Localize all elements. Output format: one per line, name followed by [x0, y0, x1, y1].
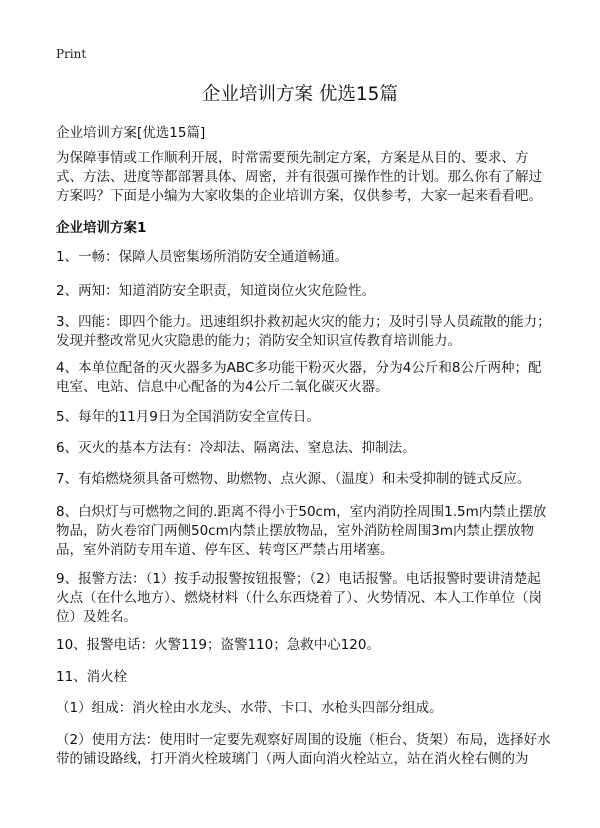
page-title: 企业培训方案 优选15篇	[202, 84, 398, 105]
list-item: 4、本单位配备的灭火器多为ABC多功能干粉灭火器，分为4公斤和8公斤两种；配电室、电站、信息中心配备的为4公斤二氧化碳灭火器。	[56, 360, 542, 395]
list-item: 3、四能：即四个能力。迅速组织扑救初起火灾的能力；及时引导人员疏散的能力；发现并整改常见火灾隐患的能力；消防安全知识宣传教育培训能力。	[56, 314, 551, 349]
list-item: （2）使用方法：使用时一定要先观察好周围的设施（柜台、货架）布局，选择好水带的铺设路线，打开消火栓玻璃门（两人面向消火栓站立，站在消火栓右侧的为	[56, 732, 551, 767]
section-heading: 企业培训方案1	[56, 220, 147, 236]
document-subtitle: 企业培训方案[优选15篇]	[56, 125, 206, 141]
list-item: 2、两知：知道消防安全职责，知道岗位火灾危险性。	[56, 283, 376, 299]
list-item: 8、白炽灯与可燃物之间的.距离不得小于50cm，室内消防拴周围1.5m内禁止摆放物品，防火卷帘门两侧50cm内禁止摆放物品，室外消防栓周围3m内禁止摆放物品，室外消防专用车道、停车区、转弯区严禁占用堵塞。	[56, 504, 547, 558]
list-item: 5、每年的11月9日为全国消防安全宣传日。	[56, 409, 320, 425]
list-item: 9、报警方法：（1）按手动报警按钮报警；（2）电话报警。电话报警时要讲清楚起火点（在什么地方）、燃烧材料（什么东西烧着了）、火势情况、本人工作单位（岗位）及姓名。	[56, 571, 542, 625]
list-item: （1）组成：消火栓由水龙头、水带、卡口、水枪头四部分组成。	[56, 700, 443, 716]
list-item: 6、灭火的基本方法有：冷却法、隔离法、窒息法、抑制法。	[56, 440, 416, 456]
intro-paragraph: 为保障事情或工作顺利开展，时常需要预先制定方案，方案是从目的、要求、方式、方法、进度等都部署具体、周密，并有很强可操作性的计划。那么你有了解过方案吗？下面是小编为大家收集的企业培训方案，仅供参考，大家一起来看看吧。	[56, 150, 542, 204]
list-item: 1、一畅：保障人员密集场所消防安全通道畅通。	[56, 249, 349, 265]
list-item: 10、报警电话：火警119；盗警110；急救中心120。	[56, 637, 380, 653]
list-item: 11、消火栓	[56, 669, 128, 685]
list-item: 7、有焰燃烧须具备可燃物、助燃物、点火源、（温度）和未受抑制的链式反应。	[56, 471, 531, 487]
print-link[interactable]: Print	[56, 47, 87, 61]
